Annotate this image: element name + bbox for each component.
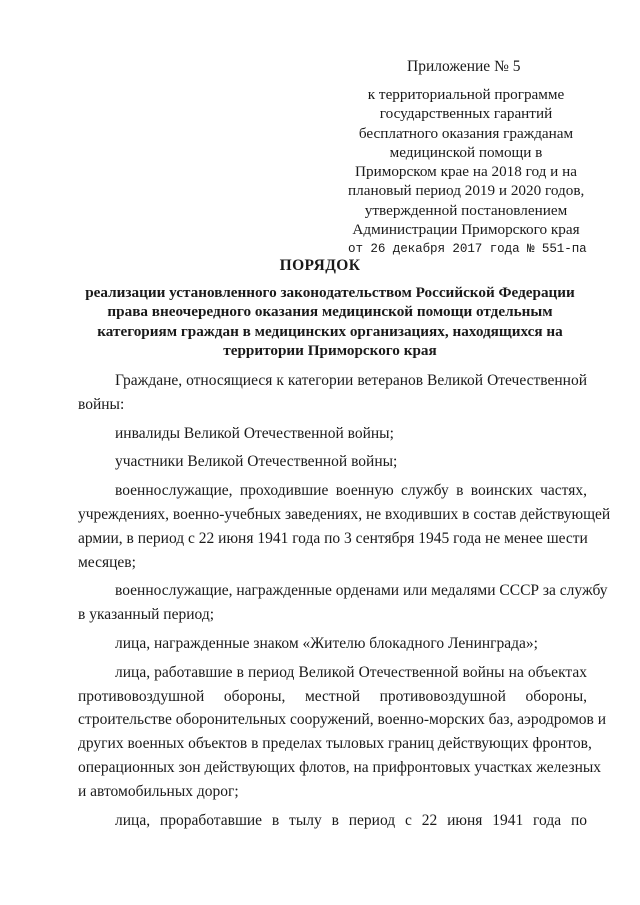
body-line: в указанный период; bbox=[78, 606, 215, 624]
body-line: месяцев; bbox=[78, 553, 136, 571]
appendix-line: Администрации Приморского края bbox=[352, 221, 580, 239]
body-line: участники Великой Отечественной войны; bbox=[115, 453, 398, 471]
body-line: и автомобильных дорог; bbox=[78, 782, 239, 800]
appendix-title: Приложение № 5 bbox=[407, 58, 521, 75]
appendix-line: к территориальной программе bbox=[367, 86, 565, 103]
document-body bbox=[78, 369, 611, 832]
appendix-date-line: от 26 декабря 2017 года № 551-па bbox=[348, 242, 587, 257]
document-subtitle bbox=[80, 283, 580, 360]
body-line: войны: bbox=[78, 395, 125, 413]
subtitle-line: реализации установленного законодательством Российской Федерации bbox=[85, 284, 575, 301]
appendix-header bbox=[348, 85, 587, 260]
subtitle-line: права внеочередного оказания медицинской помощи отдельным bbox=[107, 303, 553, 321]
document-title: ПОРЯДОК bbox=[279, 257, 361, 274]
body-line: операционных зон действующих флотов, на прифронтовых участках железных bbox=[78, 758, 602, 776]
appendix-line: утвержденной постановлением bbox=[364, 201, 568, 219]
body-line: военнослужащие, награжденные орденами или медалями СССР за службу bbox=[115, 582, 608, 600]
body-line: лица, награжденные знаком «Жителю блокадного Ленинграда»; bbox=[115, 634, 538, 652]
body-line: инвалиды Великой Отечественной войны; bbox=[115, 424, 394, 442]
subtitle-line: территории Приморского края bbox=[223, 341, 437, 359]
body-line: военнослужащие, проходившие военную службу в воинских частях, bbox=[115, 482, 587, 500]
body-line: армии, в период с 22 июня 1941 года по 3 сентября 1945 года не менее шести bbox=[78, 529, 588, 547]
appendix-line: бесплатного оказания гражданам bbox=[358, 124, 574, 142]
body-line: Граждане, относящиеся к категории ветеранов Великой Отечественной bbox=[115, 372, 587, 389]
body-line: других военных объектов в пределах тыловых границ действующих фронтов, bbox=[78, 735, 592, 753]
body-line: строительстве оборонительных сооружений, военно-морских баз, аэродромов и bbox=[78, 711, 607, 729]
appendix-line: плановый период 2019 и 2020 годов, bbox=[348, 182, 585, 200]
body-line: учреждениях, военно-учебных заведениях, не входивших в состав действующей bbox=[78, 505, 611, 523]
body-line: лица, проработавшие в тылу в период с 22 июня 1941 года по bbox=[115, 811, 587, 829]
appendix-line: Приморском крае на 2018 год и на bbox=[355, 163, 577, 181]
subtitle-line: категориям граждан в медицинских организациях, находящихся на bbox=[97, 322, 563, 340]
body-line: лица, работавшие в период Великой Отечественной войны на объектах bbox=[115, 663, 587, 681]
appendix-line: государственных гарантий bbox=[379, 105, 553, 123]
body-line: противовоздушной обороны, местной противовоздушной обороны, bbox=[78, 687, 587, 705]
appendix-line: медицинской помощи в bbox=[389, 143, 543, 161]
